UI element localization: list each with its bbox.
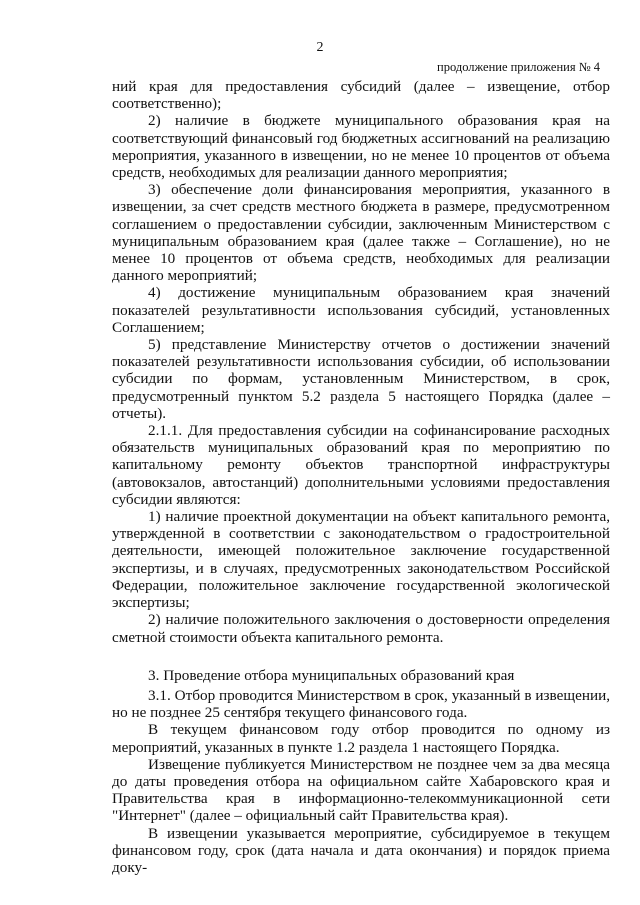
body-text — [112, 78, 610, 876]
paragraph-condition-3: 3) обеспечение доли финансирования мероприятия, указанного в извещении, за счет средств местного бюджета в размере, предусмотренном соглашением о предоставлении субсидии, заключенным Министерством с муниципальным образованием края (далее также – Соглашение), но не менее 10 процентов от объема средств, необходимых для реализации данного мероприятий; — [112, 181, 610, 285]
paragraph-extra-condition-1: 1) наличие проектной документации на объект капитального ремонта, утвержденной в соответствии с законодательством о градостроительной деятельности, имеющей положительное заключение государственной экспертизы, и в случаях, предусмотренных законодательством Российской Федерации, положительное заключение государственной экологической экспертизы; — [112, 508, 610, 612]
paragraph-condition-5: 5) представление Министерству отчетов о достижении значений показателей результативности использования субсидии, об использовании субсидии по формам, установленным Министерством, в срок, предусмотренный пунктом 5.2 раздела 5 настоящего Порядка (далее – отчеты). — [112, 336, 610, 422]
page-number: 2 — [316, 40, 324, 55]
paragraph-continuation: ний края для предоставления субсидий (далее – извещение, отбор соответственно); — [112, 78, 610, 113]
paragraph-2-1-1: 2.1.1. Для предоставления субсидии на софинансирование расходных обязательств муниципальных образований края по мероприятию по капитальному ремонту объектов транспортной инфраструктуры (автовокзалов, автостанций) дополнительными условиями предоставления субсидии являются: — [112, 422, 610, 508]
paragraph-current-year: В текущем финансовом году отбор проводится по одному из мероприятий, указанных в пункте 1.2 раздела 1 настоящего Порядка. — [112, 721, 610, 756]
paragraph-condition-4: 4) достижение муниципальным образованием края значений показателей результативности использования субсидий, установленных Соглашением; — [112, 284, 610, 336]
paragraph-3-1: 3.1. Отбор проводится Министерством в срок, указанный в извещении, но не позднее 25 сентября текущего финансового года. — [112, 686, 610, 722]
paragraph-extra-condition-2: 2) наличие положительного заключения о достоверности определения сметной стоимости объекта капитального ремонта. — [112, 611, 610, 646]
appendix-label: продолжение приложения № 4 — [437, 60, 600, 74]
paragraph-notice-publication: Извещение публикуется Министерством не позднее чем за два месяца до даты проведения отбора на официальном сайте Хабаровского края и Правительства края в информационно-телекоммуникационной сети "Интернет" (далее – официальный сайт Правительства края). — [112, 755, 610, 825]
paragraph-condition-2: 2) наличие в бюджете муниципального образования края на соответствующий финансовый год бюджетных ассигнований на реализацию мероприятия, указанного в извещении, но не менее 10 процентов от объема средств, необходимых для реализации данного мероприятия; — [112, 112, 610, 182]
section-3-heading: 3. Проведение отбора муниципальных образований края — [148, 666, 515, 684]
paragraph-notice-contents: В извещении указывается мероприятие, субсидируемое в текущем финансовом году, срок (дата начала и дата окончания) и порядок приема доку- — [112, 824, 610, 876]
